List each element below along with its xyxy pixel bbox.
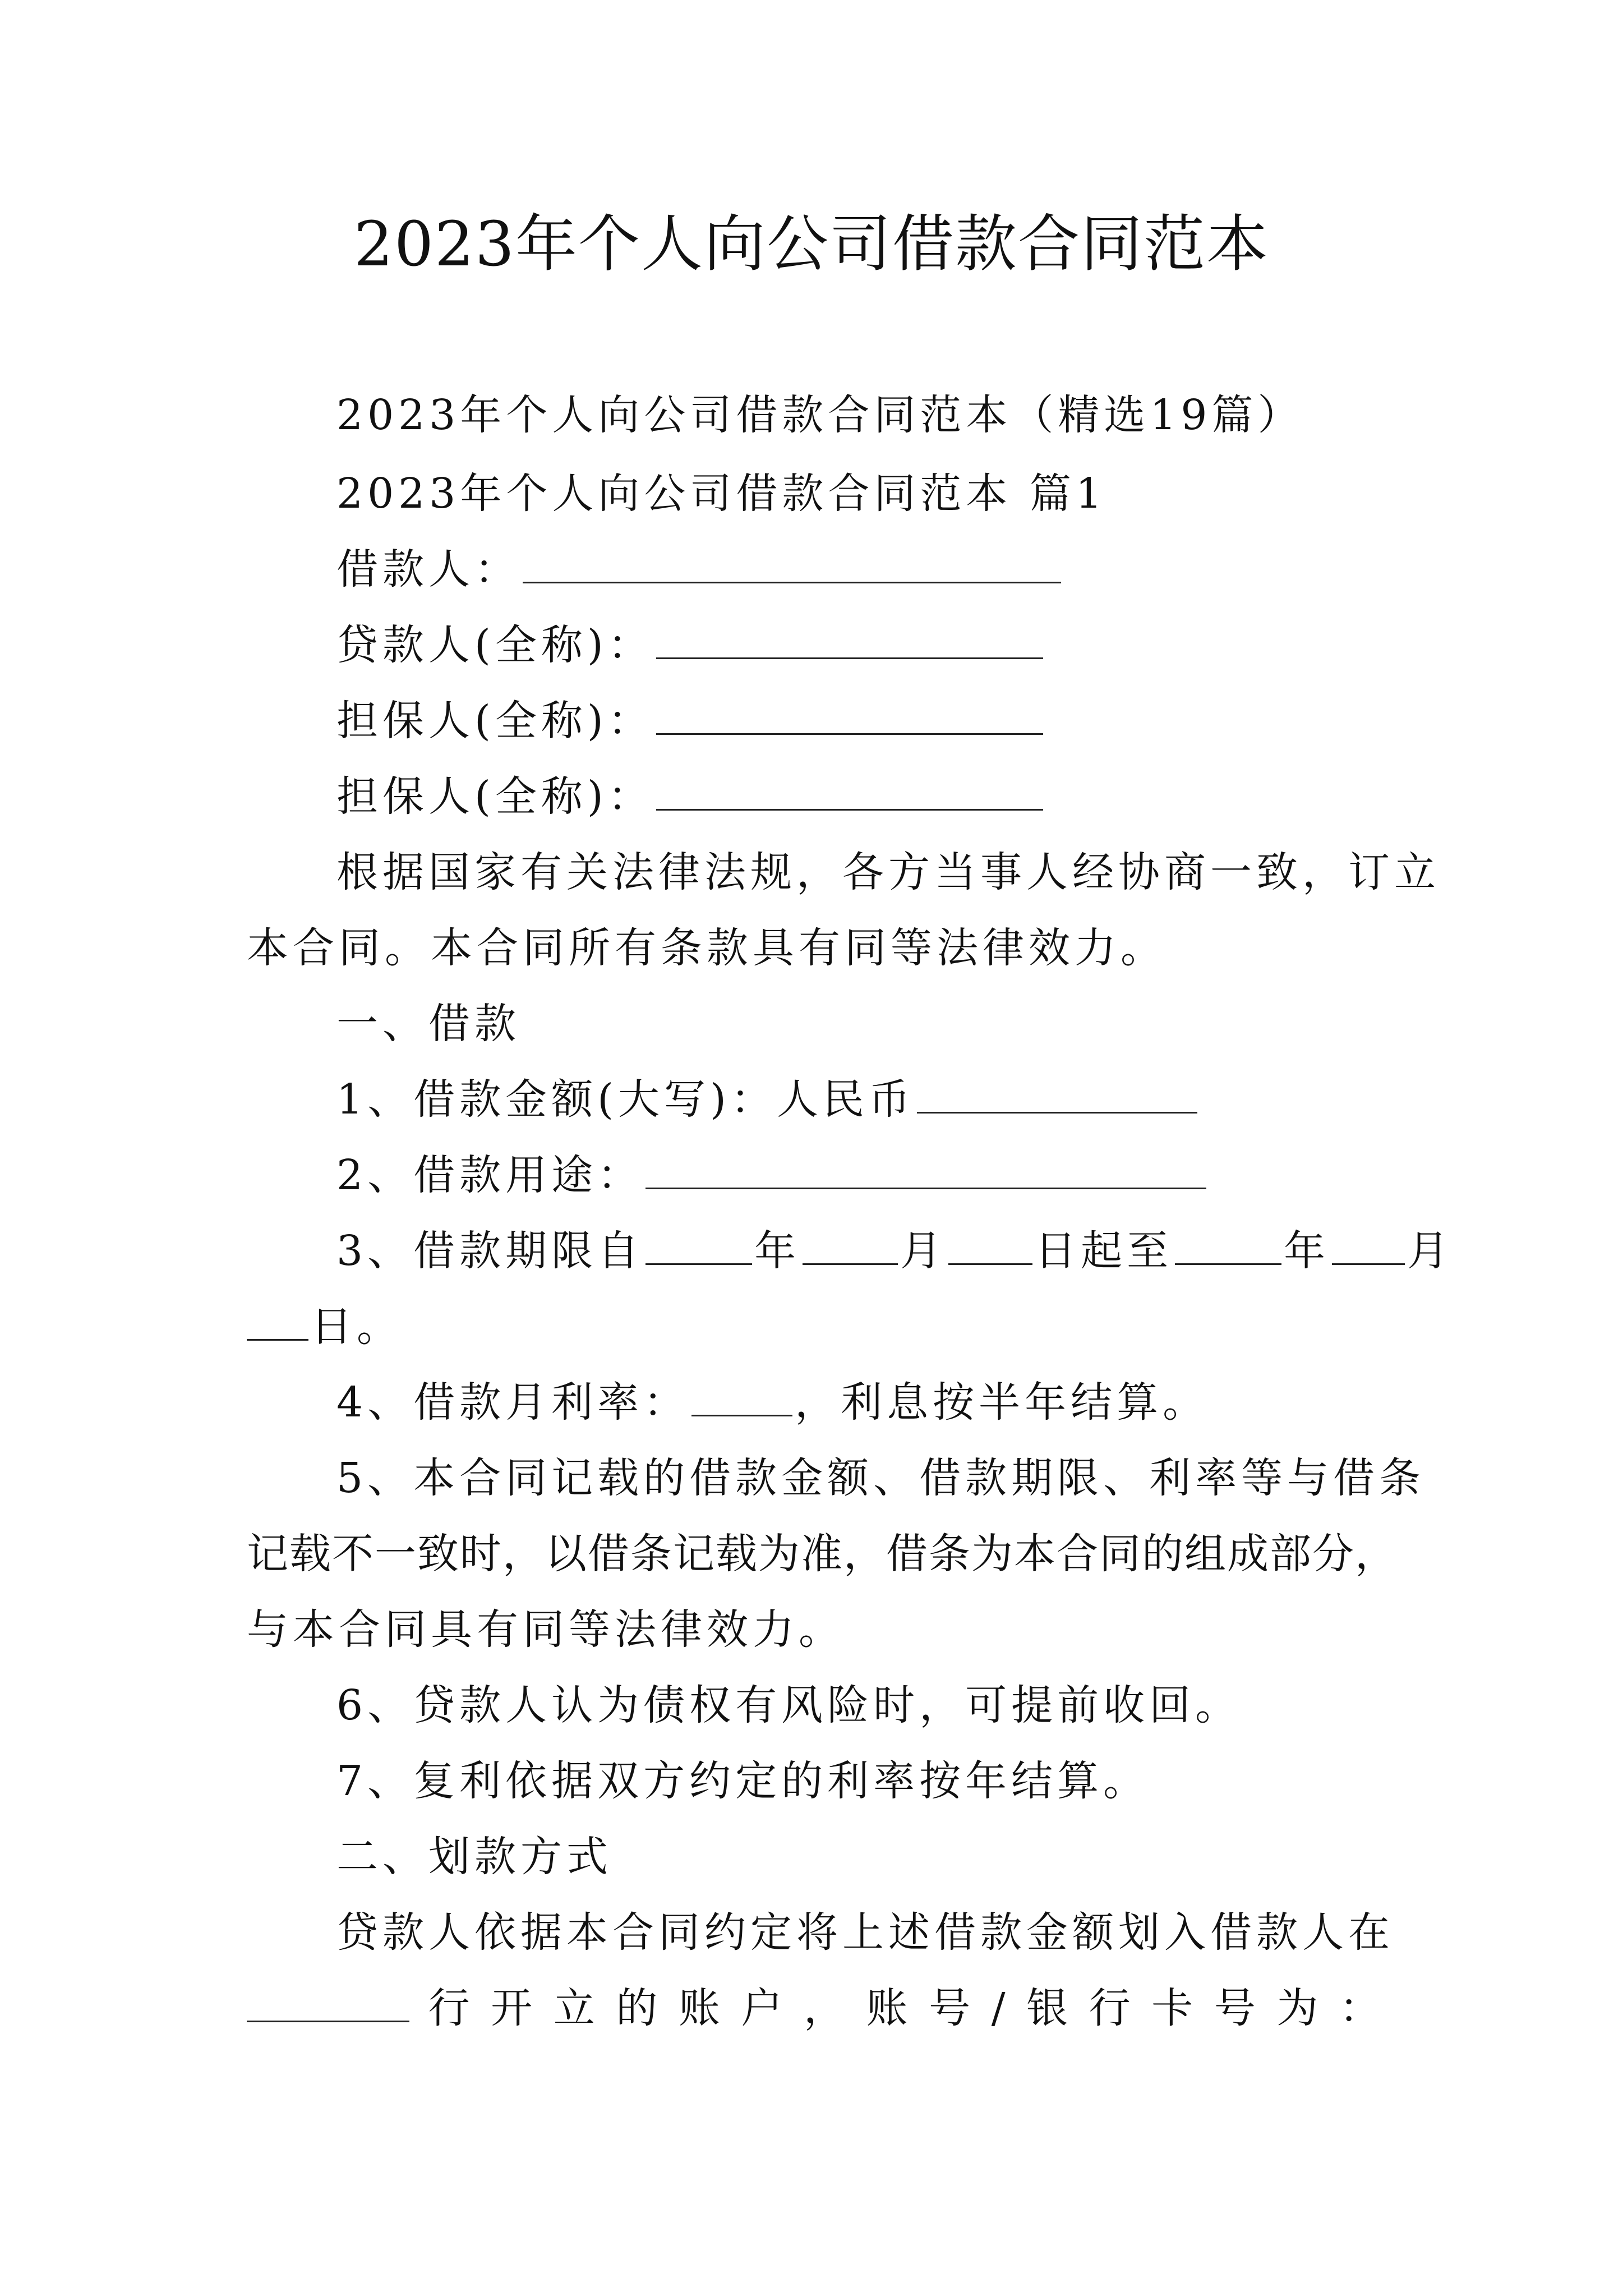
transfer-char: 账: [866, 1984, 912, 2032]
transfer-char: 开: [491, 1984, 537, 2032]
monthly-rate-blank[interactable]: [691, 1380, 792, 1416]
guarantor2-row: [336, 769, 1385, 825]
borrower-blank[interactable]: [523, 547, 1061, 583]
transfer-line-2: [247, 1980, 1385, 2036]
transfer-char: 号: [929, 1984, 975, 2032]
transfer-char: ：: [1339, 1984, 1385, 2032]
preamble-line-2: 本合同。本合同所有条款具有同等法律效力。: [247, 924, 1166, 972]
item3-row-cont: [247, 1299, 1385, 1355]
guarantor2-label: 担保人(全称)：: [336, 772, 654, 821]
item3-prefix: 3、借款期限自: [336, 1227, 644, 1275]
item3-row: [336, 1223, 1454, 1279]
start-day-blank[interactable]: [948, 1228, 1032, 1265]
transfer-char: 号: [1214, 1984, 1260, 2032]
transfer-char: 立: [553, 1984, 600, 2032]
transfer-char: 行: [1089, 1984, 1135, 2032]
intro-line: 2023年个人向公司借款合同范本（精选19篇）: [336, 391, 1304, 439]
item5-line-1: 5、本合同记载的借款金额、借款期限、利率等与借条: [336, 1454, 1426, 1502]
section-heading: 2023年个人向公司借款合同范本 篇1: [336, 470, 1106, 518]
lender-blank[interactable]: [656, 623, 1043, 659]
item4-row: [336, 1374, 1385, 1430]
guarantor1-row: [336, 693, 1385, 749]
transfer-char: 行: [428, 1984, 474, 2032]
item5-line-2: 记载不一致时，以借条记载为准，借条为本合同的组成部分，: [247, 1530, 1398, 1578]
end-day-blank[interactable]: [247, 1304, 308, 1341]
item3-month1: 月: [900, 1227, 947, 1275]
part2-heading: 二、划款方式: [336, 1833, 612, 1881]
end-year-blank[interactable]: [1175, 1228, 1281, 1265]
item3-year1: 年: [754, 1227, 801, 1275]
start-year-blank[interactable]: [645, 1228, 752, 1265]
bank-name-blank[interactable]: [247, 1986, 409, 2022]
item3-month2: 月: [1407, 1227, 1454, 1275]
loan-purpose-blank[interactable]: [645, 1153, 1206, 1189]
guarantor2-blank[interactable]: [656, 774, 1043, 811]
item6: 6、贷款人认为债权有风险时，可提前收回。: [336, 1681, 1242, 1729]
transfer-char: 户: [741, 1984, 787, 2032]
borrower-label: 借款人：: [336, 545, 520, 593]
item3-day-end: 日。: [311, 1303, 403, 1351]
transfer-char: /: [991, 1984, 1010, 2032]
start-month-blank[interactable]: [803, 1228, 898, 1265]
transfer-char: 为: [1276, 1984, 1323, 2032]
document-title: 2023年个人向公司借款合同范本: [354, 208, 1269, 280]
item2-row: [336, 1147, 1385, 1203]
item1-label: 1、借款金额(大写)：人民币: [336, 1075, 915, 1124]
transfer-char: 卡: [1151, 1984, 1198, 2032]
part1-heading: 一、借款: [336, 1000, 520, 1048]
lender-label: 贷款人(全称)：: [336, 621, 654, 669]
transfer-char: 账: [678, 1984, 725, 2032]
end-month-blank[interactable]: [1332, 1228, 1405, 1265]
item2-label: 2、借款用途：: [336, 1151, 644, 1199]
item4-prefix: 4、借款月利率：: [336, 1378, 690, 1427]
preamble-line-1: 根据国家有关法律法规，各方当事人经协商一致，订立: [336, 848, 1440, 896]
loan-amount-blank[interactable]: [917, 1077, 1197, 1114]
transfer-char: ，: [803, 1984, 850, 2032]
transfer-char: 的: [616, 1984, 662, 2032]
lender-row: [336, 617, 1385, 673]
borrower-row: [336, 541, 1385, 597]
item7: 7、复利依据双方约定的利率按年结算。: [336, 1757, 1150, 1805]
item5-line-3: 与本合同具有同等法律效力。: [247, 1605, 845, 1654]
transfer-line-1: 贷款人依据本合同约定将上述借款金额划入借款人在: [336, 1908, 1394, 1957]
item1-row: [336, 1071, 1385, 1128]
guarantor1-blank[interactable]: [656, 698, 1043, 735]
transfer-char: 银: [1026, 1984, 1073, 2032]
item3-day-start: 日起至: [1035, 1227, 1173, 1275]
item4-suffix: ，利息按半年结算。: [795, 1378, 1209, 1427]
guarantor1-label: 担保人(全称)：: [336, 697, 654, 745]
item3-year2: 年: [1284, 1227, 1330, 1275]
